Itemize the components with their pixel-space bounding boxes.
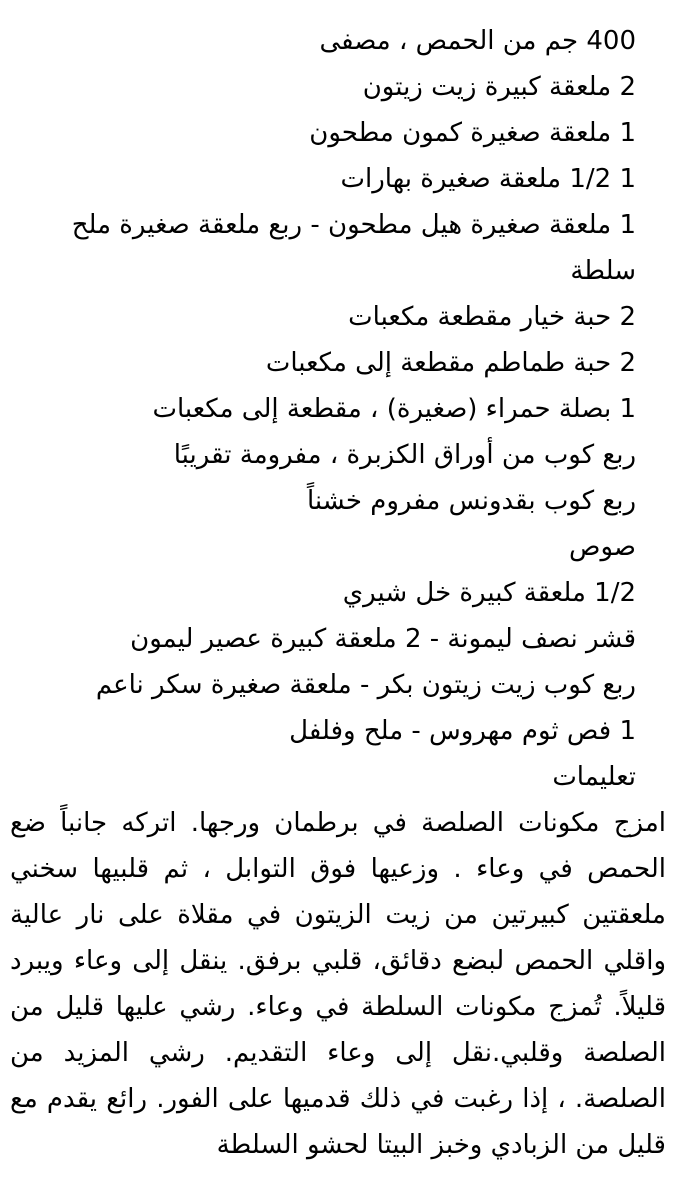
- ingredient-line: 1 بصلة حمراء (صغيرة) ، مقطعة إلى مكعبات: [152, 394, 636, 424]
- ingredient-line: ربع كوب بقدونس مفروم خشناً: [306, 486, 636, 516]
- sauce-line: 1/2 ملعقة كبيرة خل شيري: [342, 578, 636, 608]
- ingredient-line: 1 ملعقة صغيرة كمون مطحون: [309, 118, 636, 148]
- sauce-list: [10, 570, 636, 754]
- sauce-heading: صوص: [569, 532, 636, 562]
- ingredient-line: 1 1/2 ملعقة صغيرة بهارات: [340, 164, 636, 194]
- ingredient-line: سلطة: [570, 256, 636, 286]
- ingredient-line: 2 حبة خيار مقطعة مكعبات: [348, 302, 636, 332]
- instructions-heading: تعليمات: [552, 762, 636, 792]
- ingredient-line: 2 ملعقة كبيرة زيت زيتون: [362, 72, 636, 102]
- ingredients-list: [10, 18, 636, 524]
- ingredient-line: 1 ملعقة صغيرة هيل مطحون - ربع ملعقة صغيرة ملح: [71, 210, 636, 240]
- sauce-line: 1 فص ثوم مهروس - ملح وفلفل: [289, 716, 636, 746]
- ingredient-line: ربع كوب من أوراق الكزبرة ، مفرومة تقريبًا: [173, 440, 636, 470]
- ingredient-line: 2 حبة طماطم مقطعة إلى مكعبات: [265, 348, 636, 378]
- ingredient-line: 400 جم من الحمص ، مصفى: [319, 26, 636, 56]
- sauce-line: ربع كوب زيت زيتون بكر - ملعقة صغيرة سكر ناعم: [95, 670, 636, 700]
- sauce-line: قشر نصف ليمونة - 2 ملعقة كبيرة عصير ليمون: [130, 624, 636, 654]
- instructions-paragraph: امزج مكونات الصلصة في برطمان ورجها. اتركه جانباً ضع الحمص في وعاء . وزعيها فوق التوابل ، ثم قلبيها سخني ملعقتين كبيرتين من زيت الزيتون في مقلاة على نار عالية واقلي الحمص لبضع دقائق، قلبي برفق. ينقل إلى وعاء ويبرد قليلاً. تُمزج مكونات السلطة في وعاء. رشي عليها قليل من الصلصة وقلبي.نقل إلى وعاء التقديم. رشي المزيد من الصلصة. ، إذا رغبت في ذلك قدميها على الفور. رائع يقدم مع قليل من الزبادي وخبز البيتا لحشو السلطة: [10, 808, 666, 1160]
